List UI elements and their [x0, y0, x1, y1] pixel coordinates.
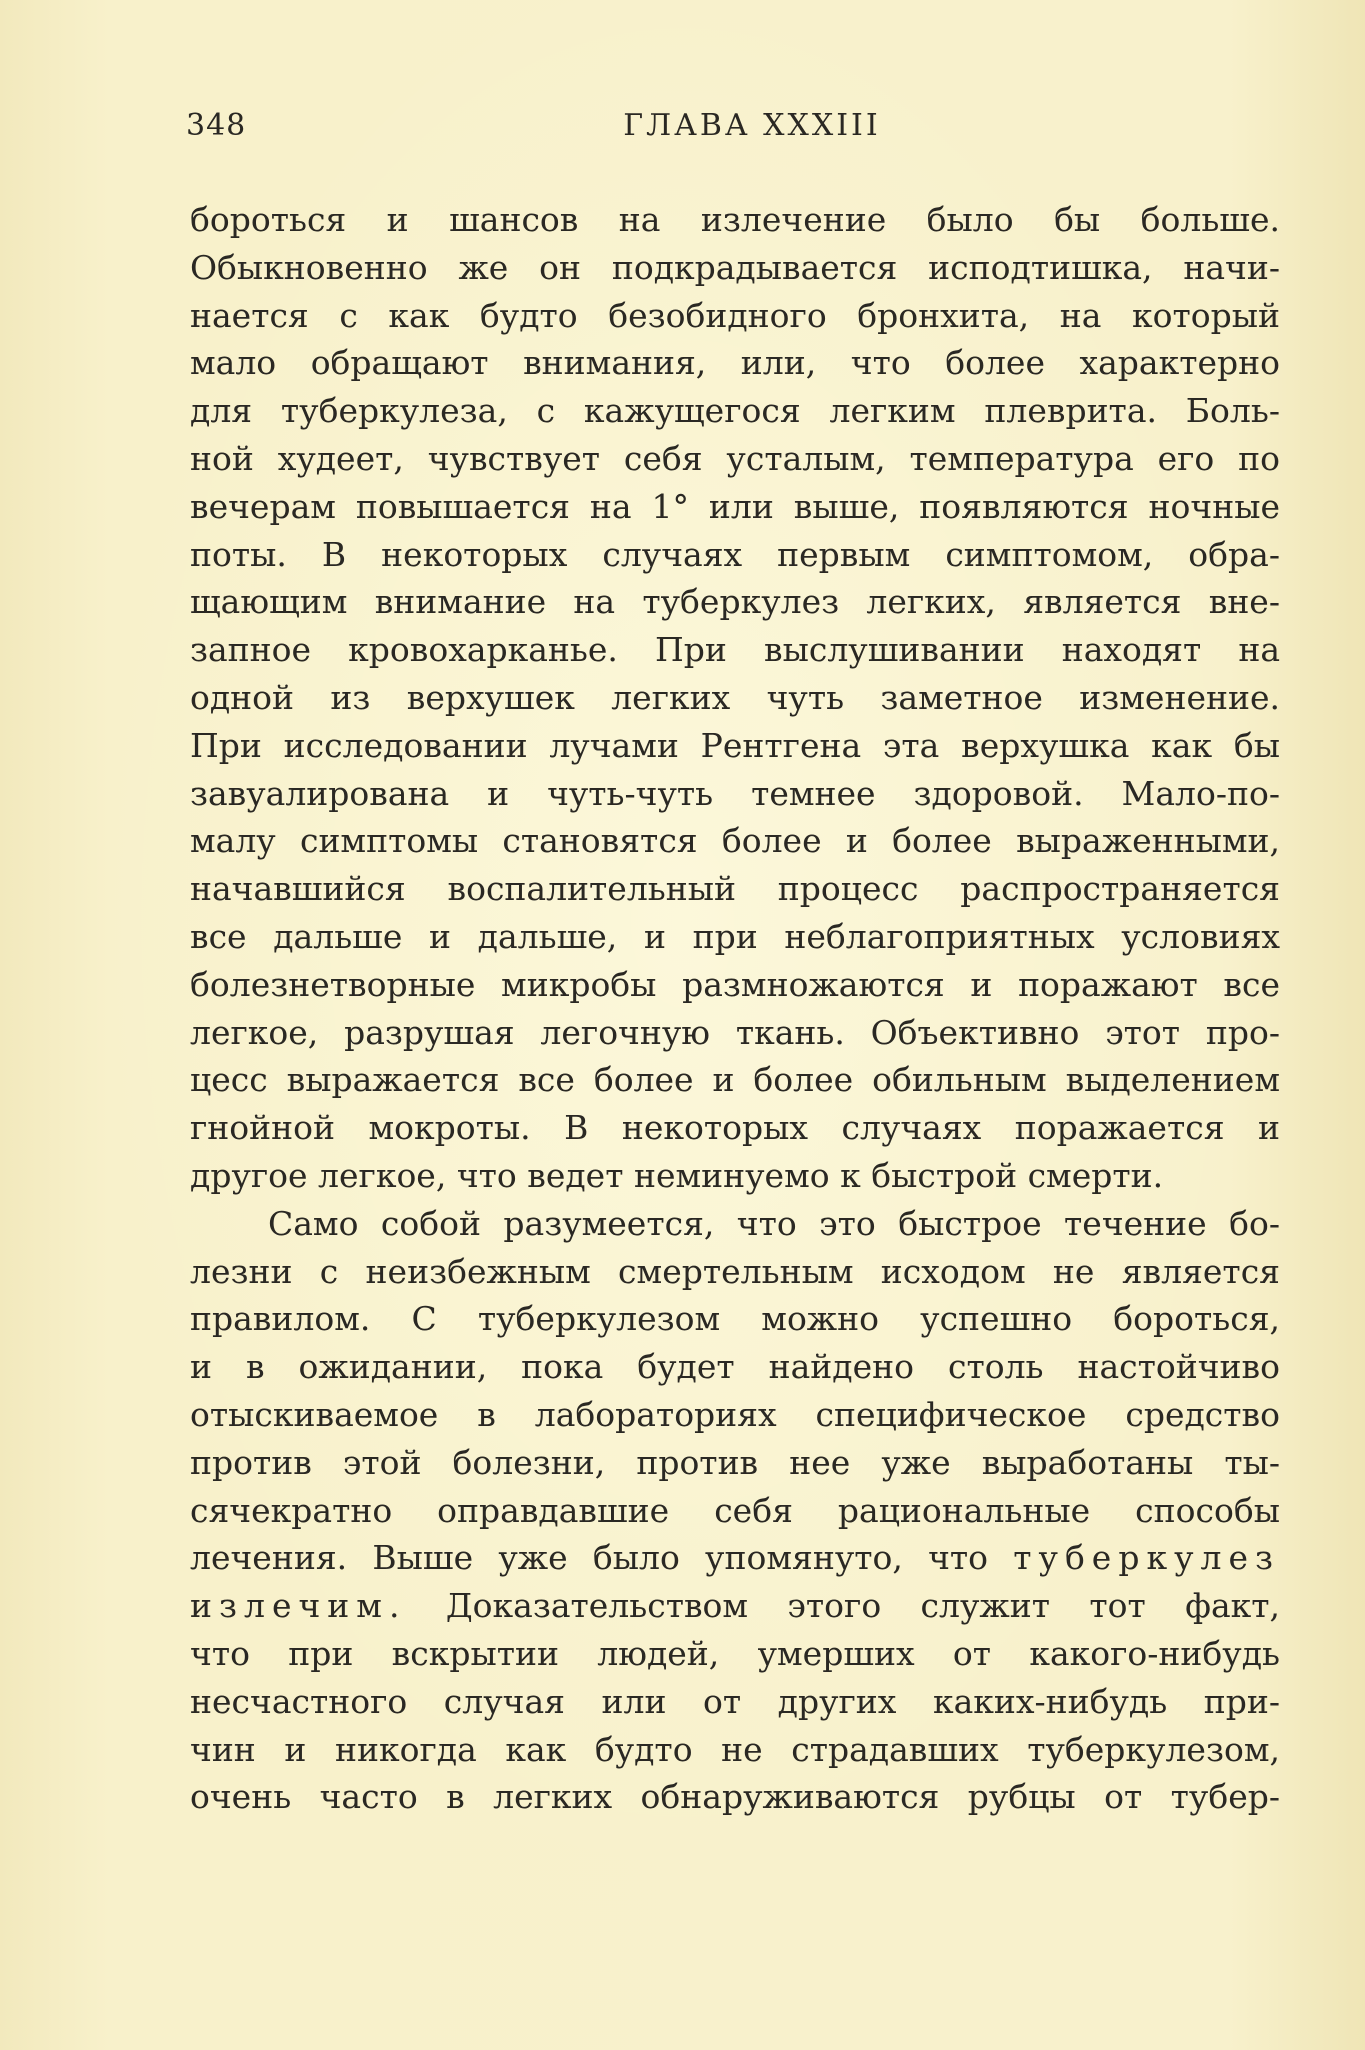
text-segment: лечения. Выше уже было упомянуто, что [190, 1538, 1014, 1578]
text-line: ной худеет, чувствует себя усталым, температура его по [190, 438, 1280, 478]
text-line: начавшийся воспалительный процесс распространяется [190, 869, 1280, 909]
text-line: легкое, разрушая легочную ткань. Объективно этот про- [190, 1012, 1280, 1052]
text-line: все дальше и дальше, и при неблагоприятных условиях [190, 916, 1280, 956]
text-line: запное кровохарканье. При выслушивании находят на [190, 630, 1280, 670]
page-header [186, 108, 1278, 168]
text-line: нается с как будто безобидного бронхита, на который [190, 295, 1280, 335]
chapter-title: ГЛАВА XXXIII [623, 108, 881, 143]
text-line: и в ожидании, пока будет найдено столь настойчиво [190, 1347, 1280, 1387]
text-line: очень часто в легких обнаруживаются рубцы от тубер- [190, 1777, 1280, 1817]
text-line: малу симптомы становятся более и более выраженными, [190, 821, 1280, 861]
text-line: цесс выражается все более и более обильным выделением [190, 1060, 1280, 1100]
text-line: одной из верхушек легких чуть заметное изменение. [190, 677, 1280, 717]
text-line: вечерам повышается на 1° или выше, появляются ночные [190, 486, 1280, 526]
spaced-emphasis: туберкулез [1013, 1538, 1280, 1578]
body-text [190, 196, 1280, 1821]
text-line: поты. В некоторых случаях первым симптомом, обра- [190, 534, 1280, 574]
text-line: болезнетворные микробы размножаются и поражают все [190, 964, 1280, 1004]
text-line: отыскиваемое в лабораториях специфическое средство [190, 1394, 1280, 1434]
text-line: гнойной мокроты. В некоторых случаях поражается и [190, 1108, 1280, 1148]
text-line: щающим внимание на туберкулез легких, является вне- [190, 582, 1280, 622]
text-line [190, 1534, 1280, 1582]
text-line: против этой болезни, против нее уже выработаны ты- [190, 1442, 1280, 1482]
text-line: что при вскрытии людей, умерших от какого-нибудь [190, 1633, 1280, 1673]
text-line: сячекратно оправдавшие себя рациональные способы [190, 1490, 1280, 1530]
text-line: несчастного случая или от других каких-нибудь при- [190, 1681, 1280, 1721]
text-line: правилом. С туберкулезом можно успешно бороться, [190, 1299, 1280, 1339]
text-line: лезни с неизбежным смертельным исходом не является [190, 1251, 1280, 1291]
text-line: другое легкое, что ведет неминуемо к быстрой смерти. [190, 1155, 1164, 1195]
text-line: чин и никогда как будто не страдавших туберкулезом, [190, 1729, 1280, 1769]
spaced-emphasis: излечим. [190, 1586, 407, 1626]
paragraph-1 [190, 196, 1280, 1200]
page-number: 348 [186, 108, 247, 143]
text-line: бороться и шансов на излечение было бы больше. [190, 200, 1280, 239]
text-line: При исследовании лучами Рентгена эта верхушка как бы [190, 725, 1280, 765]
text-line: мало обращают внимания, или, что более характерно [190, 343, 1280, 383]
text-line: для туберкулеза, с кажущегося легким плеврита. Боль- [190, 391, 1280, 431]
text-line [190, 1582, 1280, 1630]
text-segment: Доказательством этого служит тот факт, [406, 1586, 1280, 1626]
text-line: завуалирована и чуть-чуть темнее здоровой. Мало-по- [190, 773, 1280, 813]
text-line: Обыкновенно же он подкрадывается исподтишка, начи- [190, 247, 1280, 287]
paragraph-2 [190, 1200, 1280, 1821]
text-line: Само собой разумеется, что это быстрое течение бо- [268, 1203, 1280, 1243]
